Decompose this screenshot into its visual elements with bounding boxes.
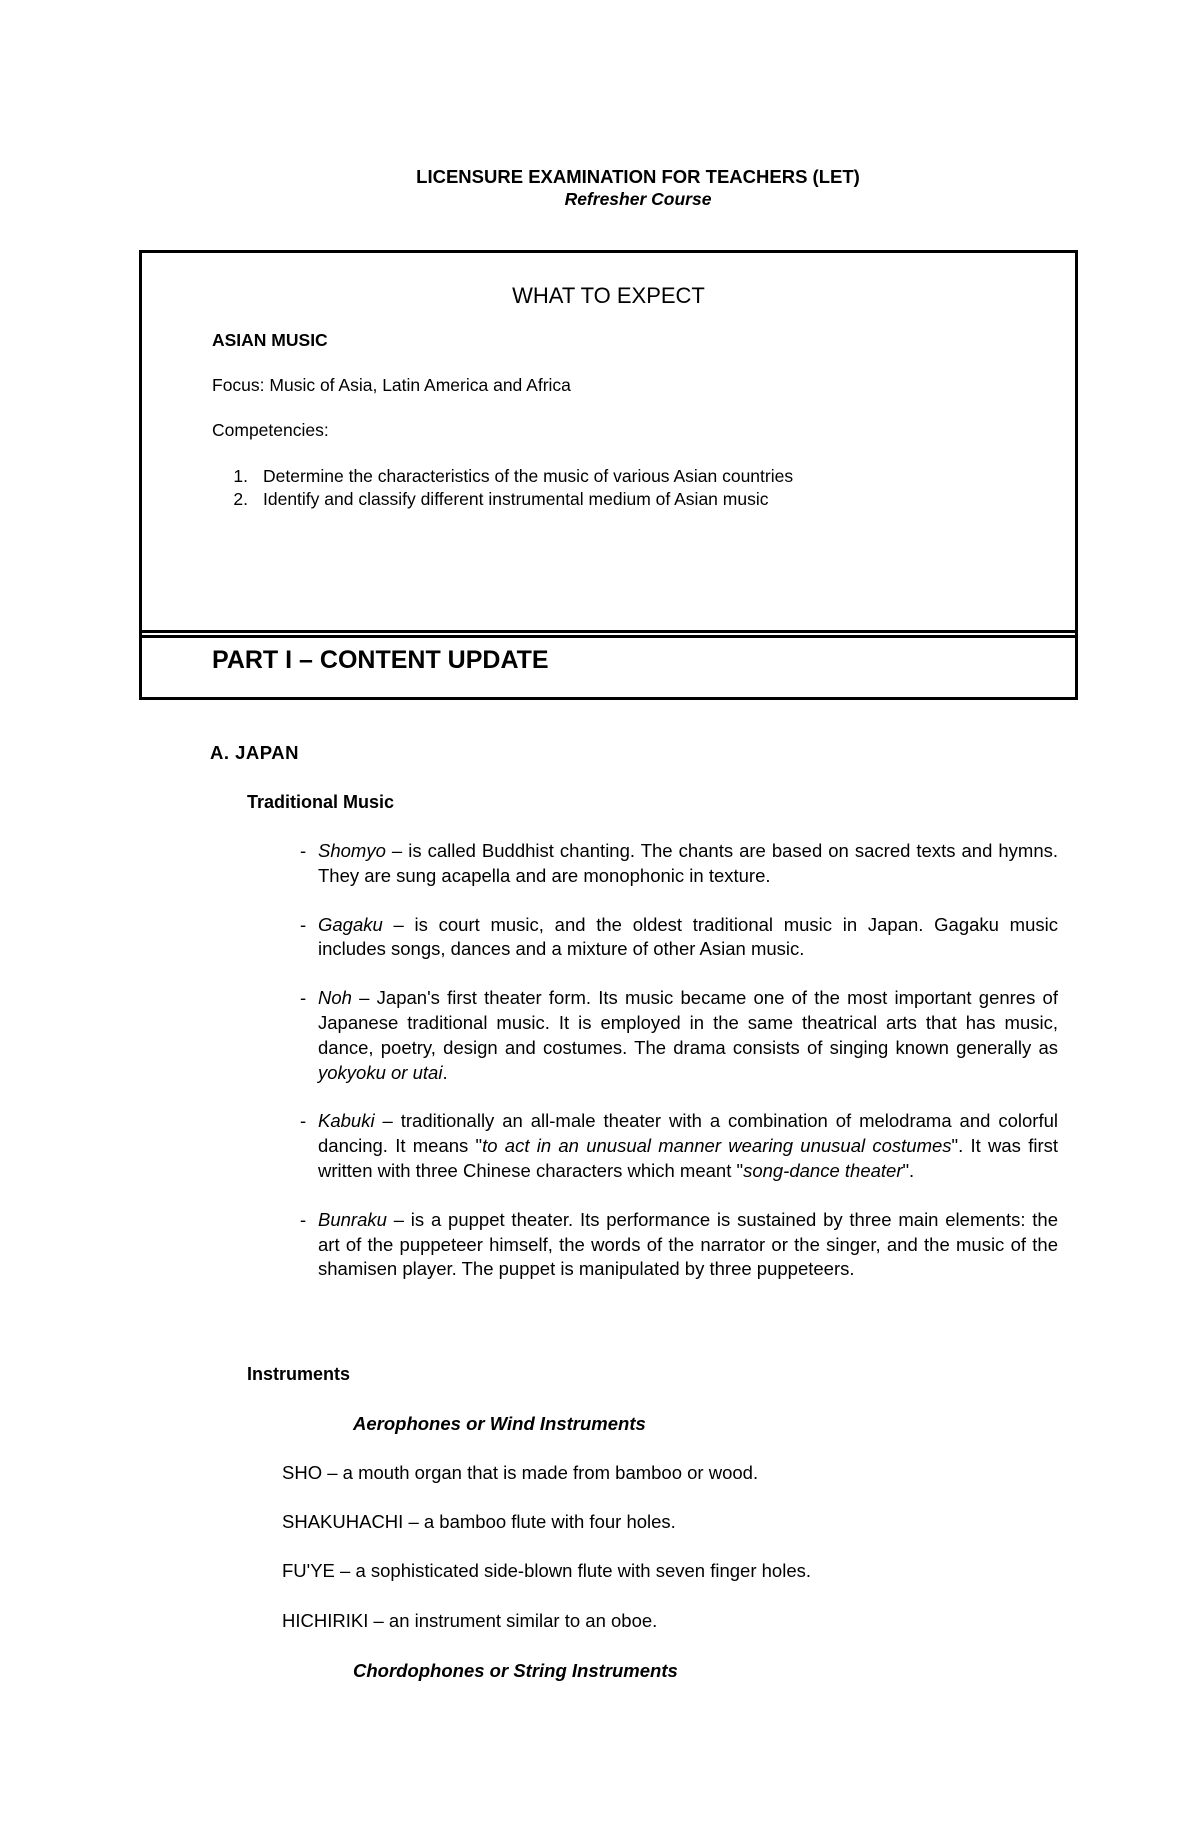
double-rule-divider <box>142 630 1075 638</box>
wind-instrument-item: SHO – a mouth organ that is made from bamboo or wood. <box>282 1462 759 1483</box>
list-item <box>300 986 1060 1085</box>
competency-text: Determine the characteristics of the music of various Asian countries <box>263 466 794 486</box>
dash-bullet: - <box>300 840 307 861</box>
term: Noh <box>318 987 352 1009</box>
what-to-expect-title: WHAT TO EXPECT <box>512 283 705 308</box>
item-text: Bunraku – is a puppet theater. Its performance is sustained by three main elements: the art of the puppeteer himself, the words of the narrator or the singer, and the music of the shamisen player. The puppet is manipulated by three puppeteers. <box>318 1208 1058 1280</box>
wind-instrument-item: FU'YE – a sophisticated side-blown flute with seven finger holes. <box>282 1560 812 1581</box>
competency-item <box>212 488 793 511</box>
list-item <box>300 1109 1060 1183</box>
focus-text: Focus: Music of Asia, Latin America and Africa <box>212 375 571 395</box>
competencies-list <box>212 465 793 511</box>
item-text: Kabuki – traditionally an all-male theater with a combination of melodrama and colorful dancing. It means "to act in an unusual manner wearing unusual costumes". It was first written with three Chinese characters which meant "song-dance theater". <box>318 1110 1058 1181</box>
chordophones-heading: Chordophones or String Instruments <box>353 1660 678 1681</box>
item-text: Gagaku – is court music, and the oldest traditional music in Japan. Gagaku music includes songs, dances and a mixture of other Asian music. <box>318 913 1058 960</box>
wind-instrument-item: SHAKUHACHI – a bamboo flute with four holes. <box>282 1511 676 1532</box>
part-title: PART I – CONTENT UPDATE <box>212 646 549 674</box>
term: Kabuki <box>318 1110 375 1132</box>
term: Bunraku <box>318 1208 387 1230</box>
dash-bullet: - <box>300 1208 307 1230</box>
wind-instrument-item: HICHIRIKI – an instrument similar to an oboe. <box>282 1610 658 1631</box>
dash-bullet: - <box>300 987 307 1009</box>
competency-number: 1. <box>233 466 248 486</box>
instruments-heading: Instruments <box>247 1364 351 1384</box>
traditional-music-list <box>300 839 1060 1306</box>
section-heading-japan: A. JAPAN <box>210 742 299 763</box>
document-title: LICENSURE EXAMINATION FOR TEACHERS (LET) <box>416 166 860 187</box>
document-subtitle: Refresher Course <box>564 189 712 209</box>
list-item <box>300 913 1060 963</box>
what-to-expect-box <box>139 250 1078 700</box>
competency-text: Identify and classify different instrumental medium of Asian music <box>263 489 769 509</box>
competencies-label: Competencies: <box>212 420 329 440</box>
item-text: Noh – Japan's first theater form. Its music became one of the most important genres of Japanese traditional music. It is employed in the same theatrical arts that has music, dance, poetry, design and costumes. The drama consists of singing known generally as yokyoku or utai. <box>318 987 1058 1083</box>
dash-bullet: - <box>300 1110 307 1132</box>
section-label: ASIAN MUSIC <box>212 330 328 350</box>
list-item <box>300 1208 1060 1282</box>
term: Gagaku <box>318 913 383 935</box>
traditional-music-heading: Traditional Music <box>247 792 395 812</box>
competency-item <box>212 465 793 488</box>
term: Shomyo <box>318 840 386 861</box>
list-item <box>300 839 1060 889</box>
aerophones-heading: Aerophones or Wind Instruments <box>353 1413 646 1434</box>
dash-bullet: - <box>300 913 307 935</box>
competency-number: 2. <box>233 489 248 509</box>
item-text: Shomyo – is called Buddhist chanting. The chants are based on sacred texts and hymns. They are sung acapella and are monophonic in texture. <box>318 840 1058 886</box>
